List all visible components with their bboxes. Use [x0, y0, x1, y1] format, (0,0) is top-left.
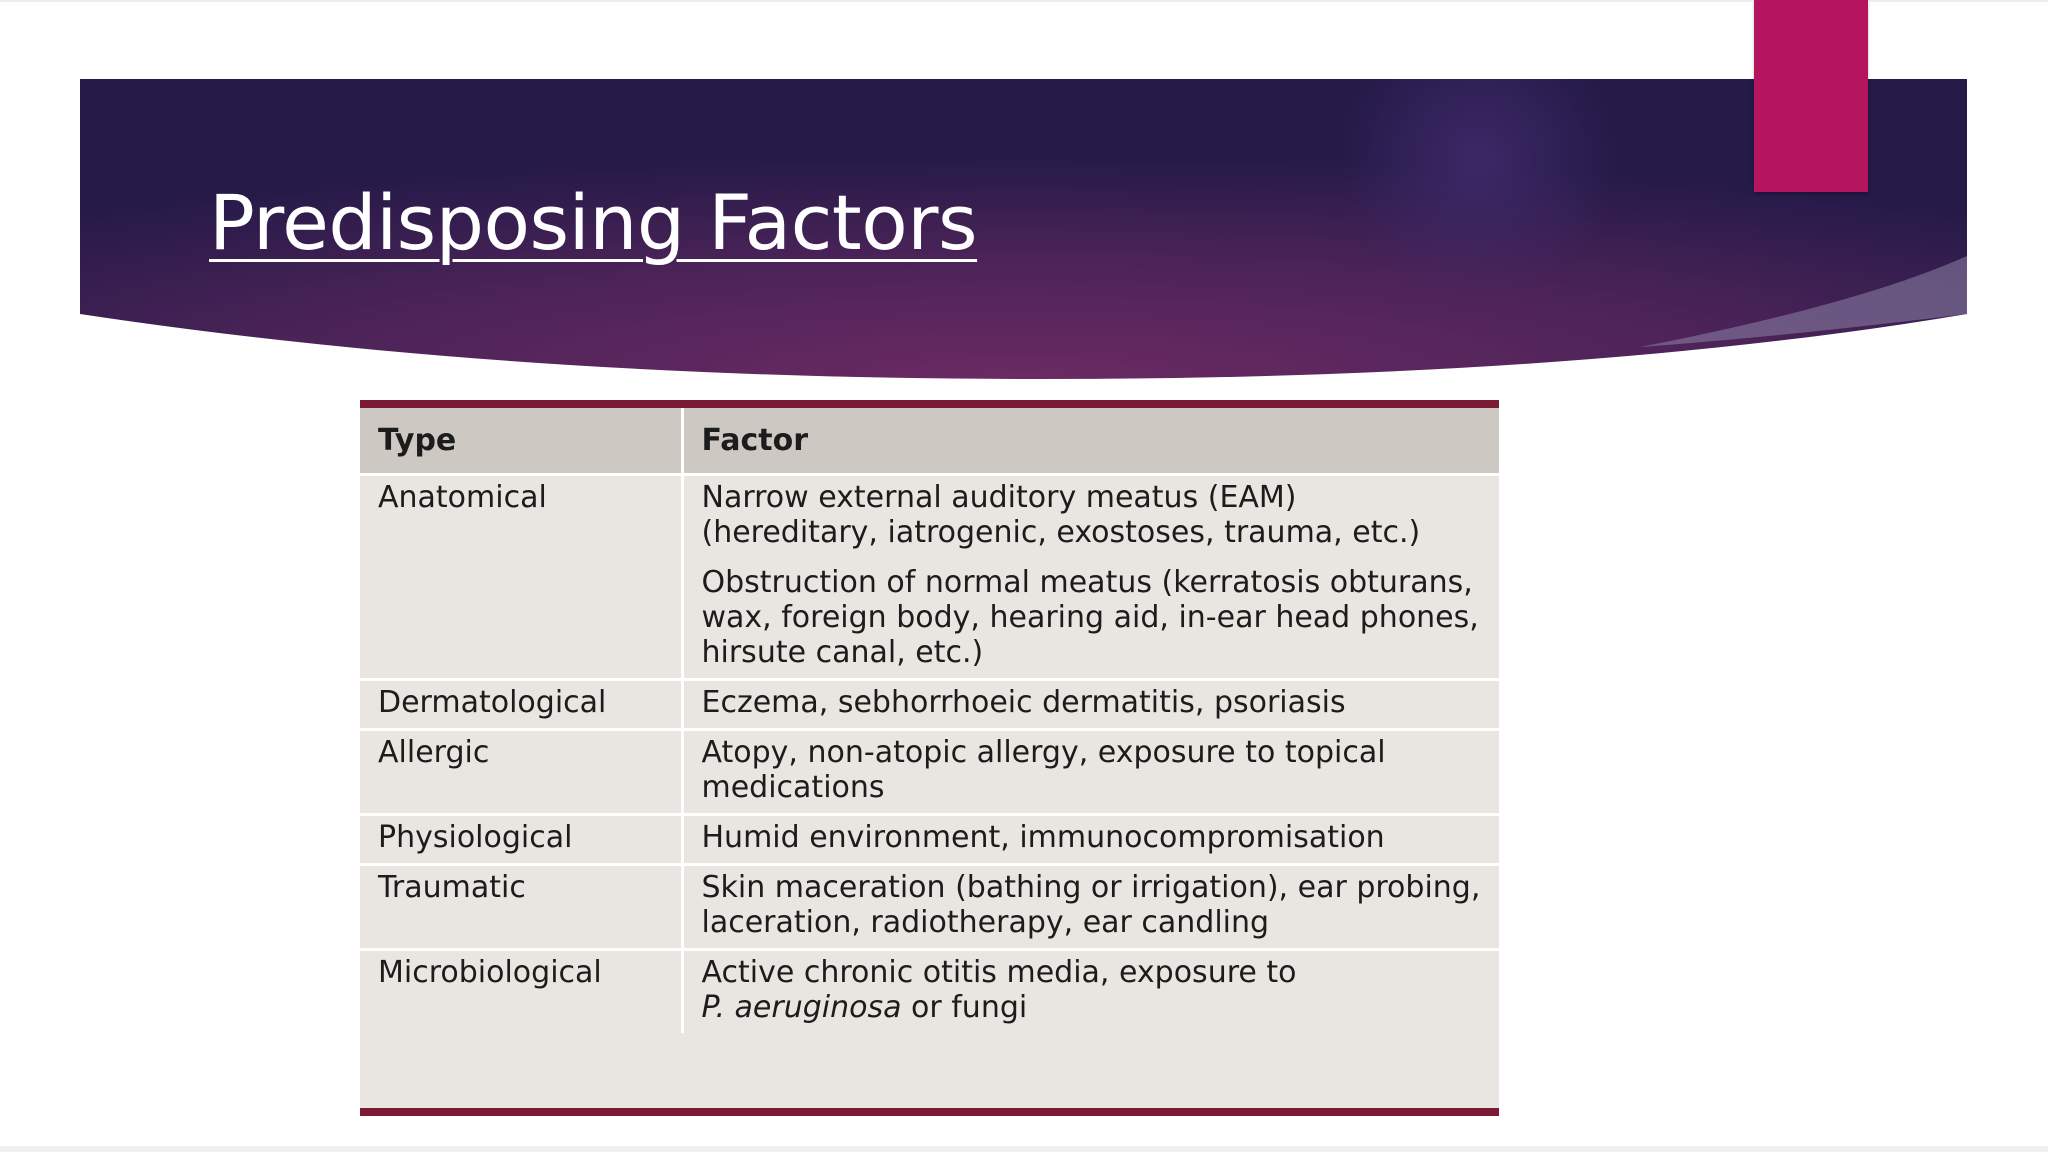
type-cell: Microbiological — [360, 950, 682, 1034]
factor-cell: Atopy, non-atopic allergy, exposure to topical medications — [682, 730, 1499, 815]
factor-cell — [682, 475, 1499, 680]
top-border — [0, 0, 2048, 2]
table-row — [360, 950, 1499, 1034]
table-row — [360, 680, 1499, 730]
factor-cell: Skin maceration (bathing or irrigation), ear probing, laceration, radiotherapy, ear candling — [682, 865, 1499, 950]
bottom-border — [0, 1146, 2048, 1152]
slide-title: Predisposing Factors — [209, 178, 978, 267]
table-header-row — [360, 408, 1499, 475]
table-top-rule — [360, 400, 1499, 408]
type-cell: Allergic — [360, 730, 682, 815]
factor-cell: Eczema, sebhorrhoeic dermatitis, psoriasis — [682, 680, 1499, 730]
header-type: Type — [360, 408, 682, 475]
predisposing-factors-table — [360, 408, 1499, 1033]
factor-text: Obstruction of normal meatus (kerratosis obturans, wax, foreign body, hearing aid, in-ear head phones, hirsute canal, etc.) — [701, 565, 1479, 670]
type-cell: Dermatological — [360, 680, 682, 730]
type-cell: Traumatic — [360, 865, 682, 950]
table-row — [360, 865, 1499, 950]
accent-bar — [1754, 0, 1868, 192]
type-cell: Physiological — [360, 815, 682, 865]
type-cell: Anatomical — [360, 475, 682, 680]
factor-italic-text: P. aeruginosa — [701, 990, 902, 1025]
table-row — [360, 730, 1499, 815]
factor-cell — [682, 950, 1499, 1034]
table-row — [360, 475, 1499, 680]
header-factor: Factor — [682, 408, 1499, 475]
table-row — [360, 815, 1499, 865]
factor-tail-text: or fungi — [901, 990, 1028, 1025]
factor-table-image — [360, 400, 1499, 1116]
table-bottom-rule — [360, 1108, 1499, 1116]
factor-text: Active chronic otitis media, exposure to — [701, 955, 1297, 990]
factor-text: Narrow external auditory meatus (EAM) (hereditary, iatrogenic, exostoses, trauma, etc.) — [701, 480, 1421, 550]
factor-cell: Humid environment, immunocompromisation — [682, 815, 1499, 865]
